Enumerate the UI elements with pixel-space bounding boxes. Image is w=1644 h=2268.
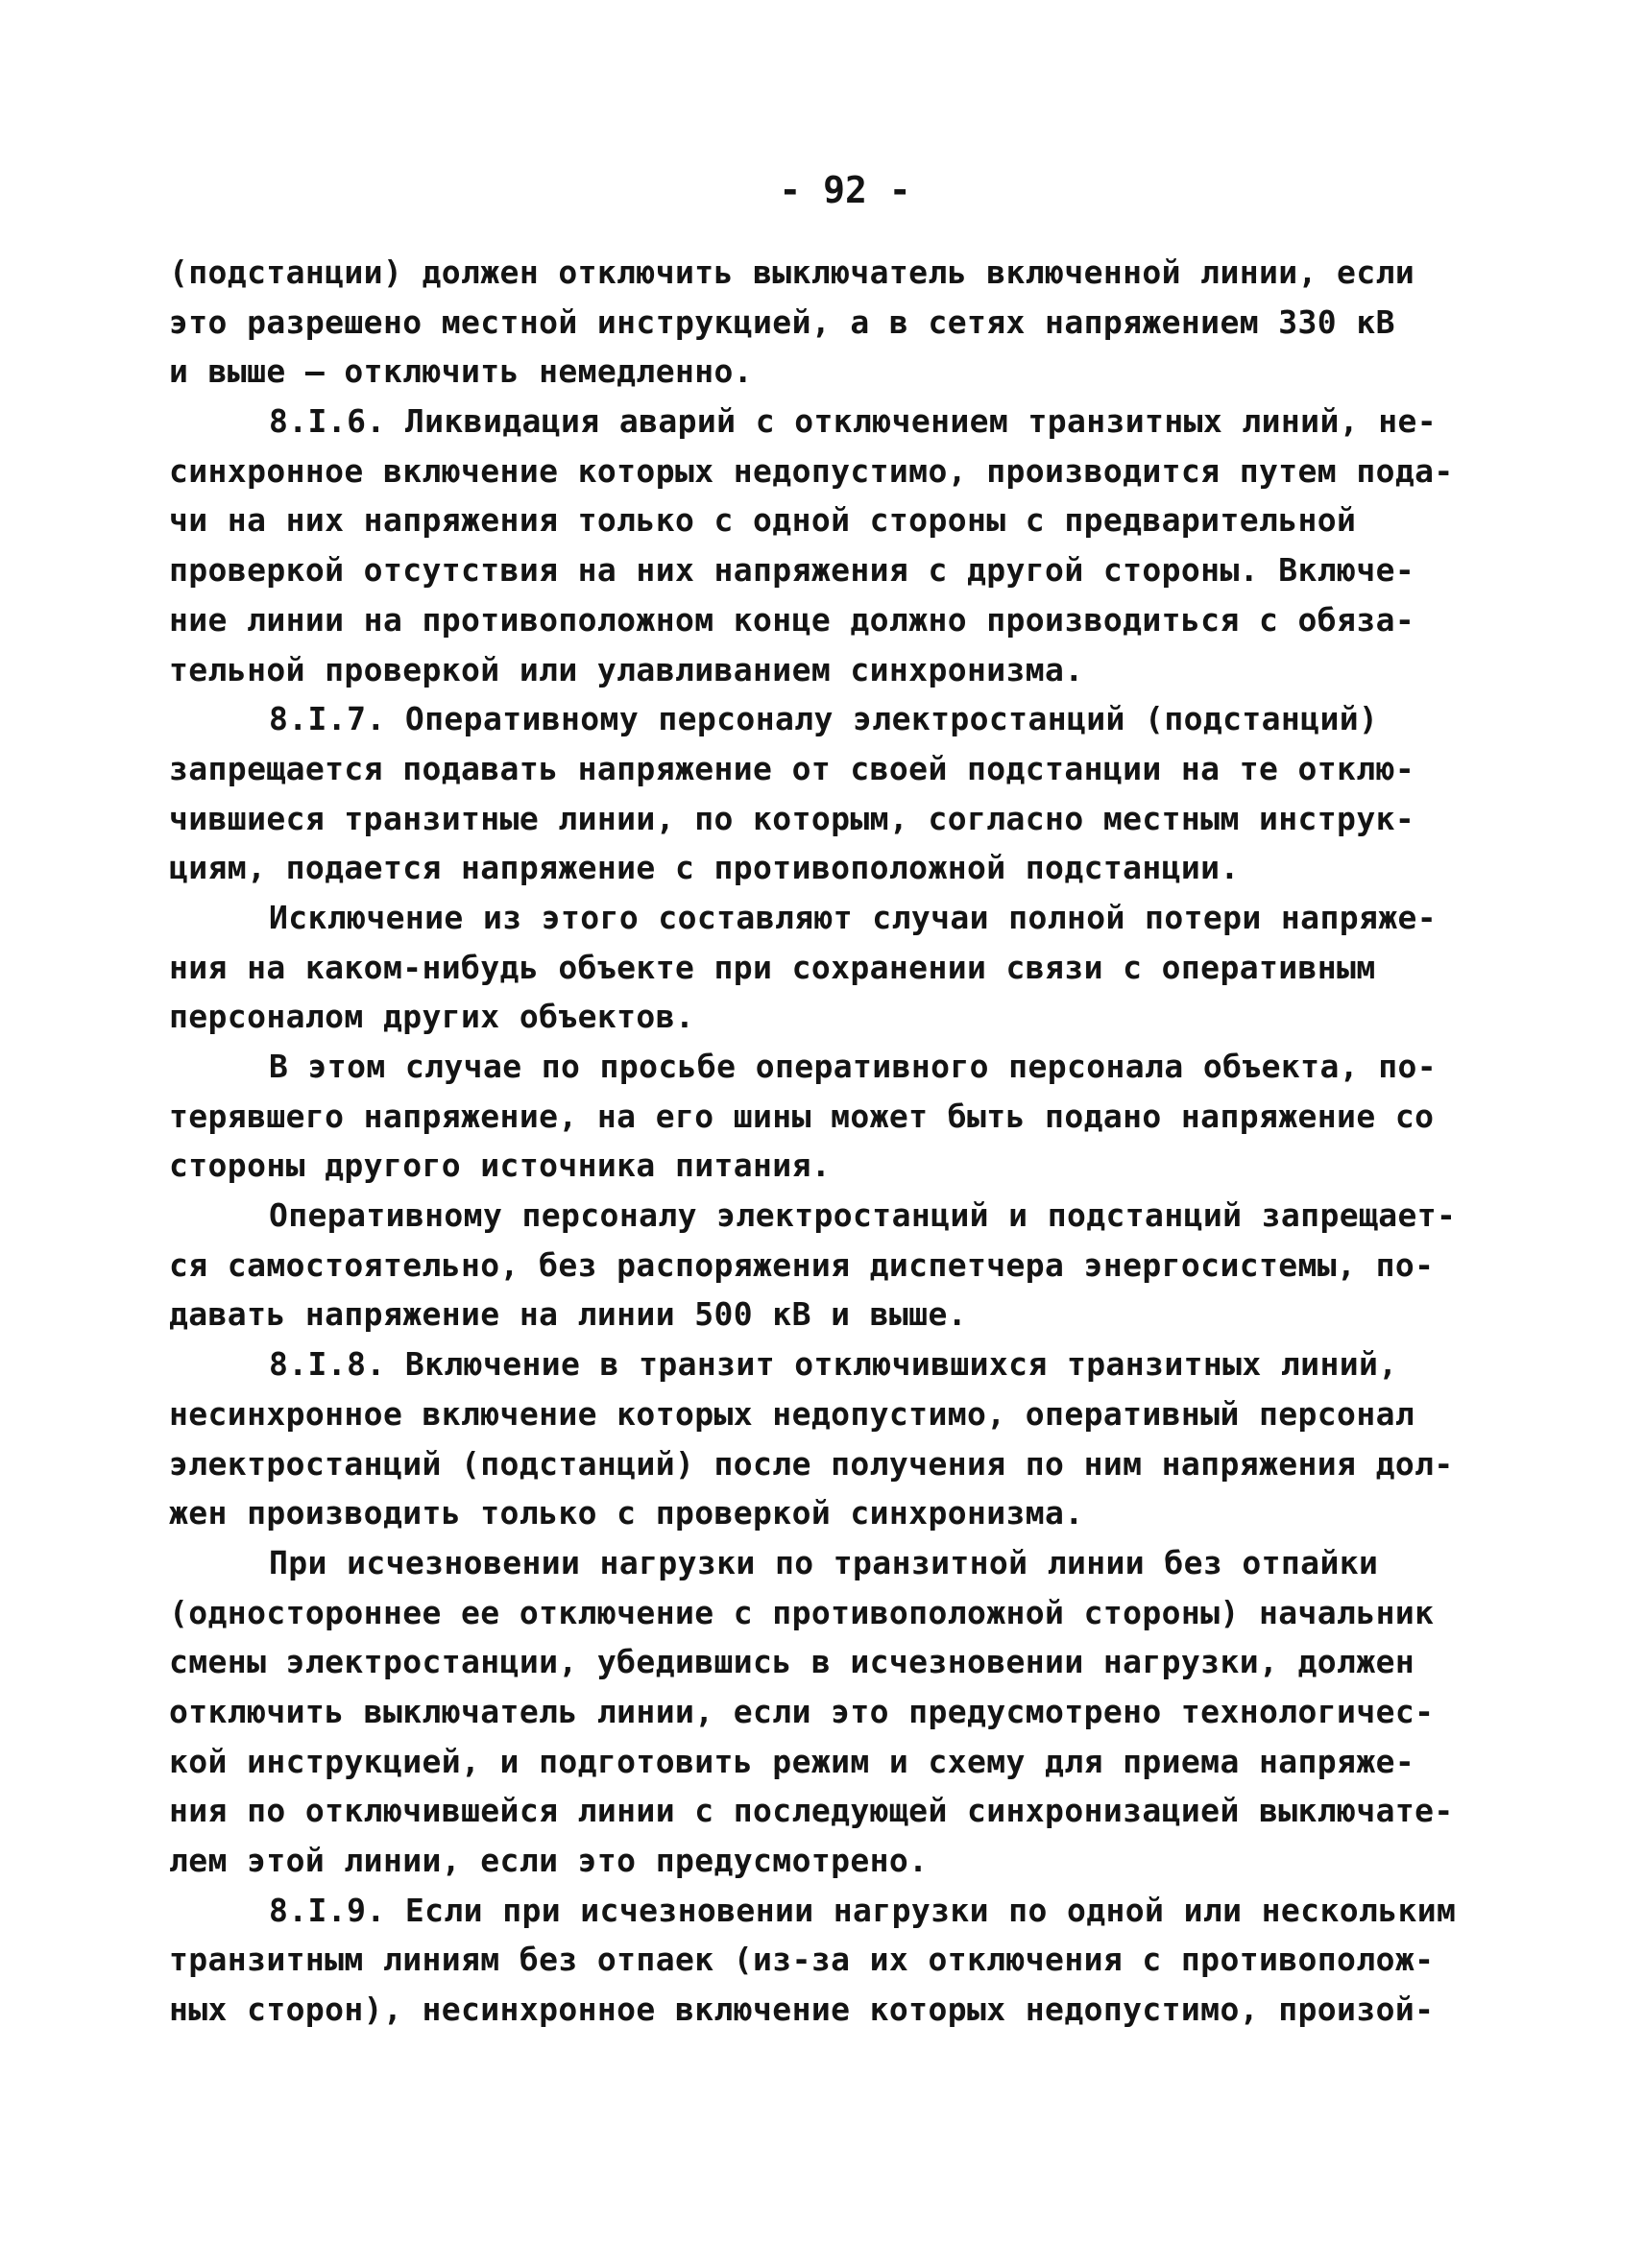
text-line: (одностороннее ее отключение с противоположной стороны) начальник bbox=[169, 1593, 1435, 1631]
text-line: чившиеся транзитные линии, по которым, согласно местным инструк- bbox=[169, 799, 1415, 837]
text-line: чи на них напряжения только с одной стороны с предварительной bbox=[169, 501, 1357, 540]
text-line: ния по отключившейся линии с последующей синхронизацией выключате- bbox=[169, 1792, 1454, 1830]
text-line: запрещается подавать напряжение от своей подстанции на те отклю- bbox=[169, 749, 1415, 787]
text-line: несинхронное включение которых недопустимо, оперативный персонал bbox=[169, 1394, 1415, 1433]
body-text bbox=[169, 248, 1513, 2035]
text-line: кой инструкцией, и подготовить режим и схему для приема напряже- bbox=[169, 1742, 1415, 1780]
text-line: 8.I.8. Включение в транзит отключившихся транзитных линий, bbox=[269, 1345, 1398, 1384]
text-line: лем этой линии, если это предусмотрено. bbox=[169, 1842, 929, 1879]
text-line: транзитным линиям без отпаек (из-за их отключения с противополож- bbox=[169, 1941, 1435, 1979]
text-line: и выше – отключить немедленно. bbox=[169, 352, 754, 391]
text-line: циям, подается напряжение с противоположной подстанции. bbox=[169, 849, 1240, 887]
text-line: это разрешено местной инструкцией, а в сетях напряжением 330 кВ bbox=[169, 302, 1395, 341]
text-line: отключить выключатель линии, если это предусмотрено технологичес- bbox=[169, 1692, 1435, 1730]
text-line: ния на каком-нибудь объекте при сохранении связи с оперативным bbox=[169, 948, 1376, 986]
text-line: давать напряжение на линии 500 кВ и выше. bbox=[169, 1295, 967, 1334]
text-line: В этом случае по просьбе оперативного персонала объекта, по- bbox=[269, 1048, 1438, 1085]
text-line: синхронное включение которых недопустимо, производится путем пода- bbox=[169, 451, 1454, 490]
text-line: тельной проверкой или улавливанием синхронизма. bbox=[169, 650, 1084, 688]
text-line: ся самостоятельно, без распоряжения диспетчера энергосистемы, по- bbox=[169, 1245, 1435, 1284]
text-line: жен производить только с проверкой синхронизма. bbox=[169, 1494, 1084, 1532]
text-line: проверкой отсутствия на них напряжения с другой стороны. Включе- bbox=[169, 551, 1415, 590]
text-line: (подстанции) должен отключить выключатель включенной линии, если bbox=[169, 253, 1415, 291]
text-line: ных сторон), несинхронное включение которых недопустимо, произой- bbox=[169, 1991, 1435, 2029]
text-line: 8.I.6. Ликвидация аварий с отключением транзитных линий, не- bbox=[269, 402, 1438, 441]
text-line: смены электростанции, убедившись в исчезновении нагрузки, должен bbox=[169, 1643, 1415, 1681]
text-line: 8.I.9. Если при исчезновении нагрузки по одной или нескольким bbox=[269, 1891, 1457, 1929]
page-number: - 92 - bbox=[779, 169, 911, 211]
text-line: терявшего напряжение, на его шины может быть подано напряжение со bbox=[169, 1097, 1435, 1135]
text-line: электростанций (подстанций) после получения по ним напряжения дол- bbox=[169, 1444, 1454, 1483]
text-line: 8.I.7. Оперативному персоналу электростанций (подстанций) bbox=[269, 700, 1379, 738]
text-line: Оперативному персоналу электростанций и подстанций запрещает- bbox=[269, 1196, 1457, 1235]
text-line: При исчезновении нагрузки по транзитной линии без отпайки bbox=[269, 1543, 1379, 1581]
text-line: Исключение из этого составляют случаи полной потери напряже- bbox=[269, 898, 1438, 936]
text-line: стороны другого источника питания. bbox=[169, 1146, 832, 1185]
text-line: ние линии на противоположном конце должно производиться с обяза- bbox=[169, 600, 1415, 639]
text-line: персоналом других объектов. bbox=[169, 998, 695, 1036]
